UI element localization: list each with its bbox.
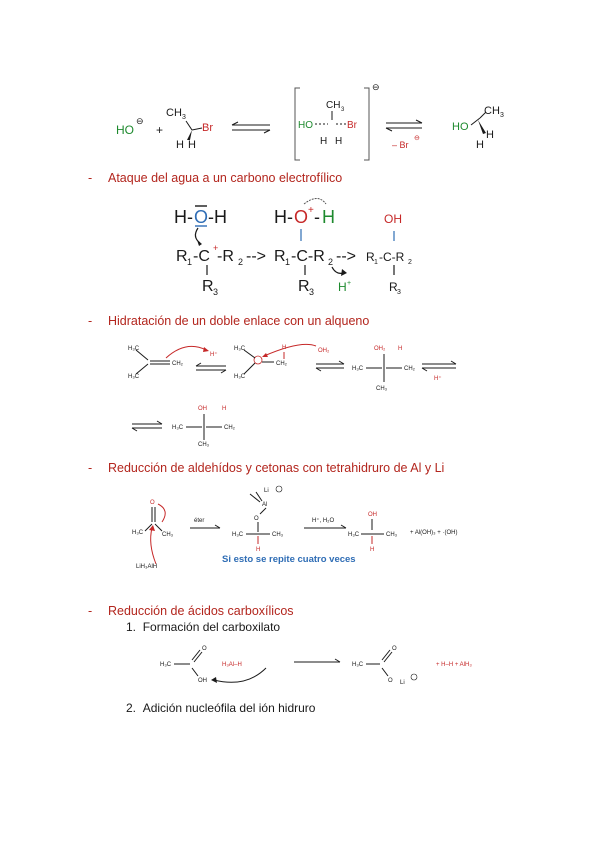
hydroxide-label: HO bbox=[116, 123, 134, 137]
svg-text:H: H bbox=[370, 547, 375, 553]
svg-text:H₃C: H₃C bbox=[234, 346, 246, 352]
svg-text:O: O bbox=[294, 207, 309, 227]
svg-text:CH₂: CH₂ bbox=[224, 425, 235, 431]
svg-text:H₃C: H₃C bbox=[172, 425, 184, 431]
svg-text:LiH₃AlH: LiH₃AlH bbox=[136, 564, 158, 570]
svg-text:O: O bbox=[150, 500, 155, 506]
svg-text:H: H bbox=[320, 136, 328, 147]
svg-text:3: 3 bbox=[309, 287, 315, 297]
svg-text:-H: -H bbox=[208, 207, 227, 227]
svg-text:H₃C: H₃C bbox=[160, 662, 172, 668]
svg-text:CH₂: CH₂ bbox=[172, 361, 183, 367]
step-2: 2. Adición nucleófila del ión hidruro bbox=[126, 701, 316, 715]
hydroxide-charge: ⊖ bbox=[136, 116, 144, 126]
svg-text:+: + bbox=[347, 280, 352, 287]
svg-text:-C-R: -C-R bbox=[379, 250, 405, 264]
water-attack-mechanism bbox=[170, 195, 430, 305]
svg-text:OH: OH bbox=[368, 512, 377, 518]
svg-text:H₃C: H₃C bbox=[128, 374, 140, 380]
svg-text:CH₃: CH₃ bbox=[386, 532, 398, 538]
svg-text:H: H bbox=[282, 345, 287, 351]
svg-text:R: R bbox=[202, 278, 214, 295]
svg-text:R: R bbox=[389, 280, 398, 294]
svg-text:-->: --> bbox=[336, 248, 356, 265]
svg-text:OH: OH bbox=[198, 678, 207, 684]
sn2-reaction-scheme bbox=[110, 78, 530, 164]
section-heading-hydration: - Hidratación de un doble enlace con un alqueno bbox=[88, 314, 370, 328]
svg-text:H₃Al–H: H₃Al–H bbox=[222, 662, 242, 668]
svg-text:R: R bbox=[298, 278, 310, 295]
svg-text:OH₂: OH₂ bbox=[318, 348, 330, 354]
section-heading-water-attack: - Ataque del agua a un carbono electrofílico bbox=[88, 171, 343, 185]
svg-text:H: H bbox=[322, 207, 335, 227]
svg-text:H: H bbox=[188, 139, 196, 151]
svg-text:OH₂: OH₂ bbox=[374, 346, 386, 352]
svg-text:-C-R: -C-R bbox=[291, 248, 325, 265]
svg-text:O: O bbox=[202, 646, 207, 652]
svg-text:⊖: ⊖ bbox=[414, 135, 420, 142]
svg-text:3: 3 bbox=[500, 112, 504, 119]
svg-text:HO: HO bbox=[298, 120, 313, 131]
svg-text:H⁺: H⁺ bbox=[210, 352, 218, 358]
svg-text:CH₃: CH₃ bbox=[376, 386, 388, 392]
step-1: 1. Formación del carboxilato bbox=[126, 620, 281, 634]
svg-text:1: 1 bbox=[285, 257, 291, 267]
svg-text:Li: Li bbox=[264, 488, 269, 494]
svg-text:R: R bbox=[176, 248, 188, 265]
svg-text:2: 2 bbox=[238, 257, 244, 267]
svg-text:H: H bbox=[476, 139, 484, 151]
svg-text:HO: HO bbox=[452, 121, 469, 133]
svg-text:R: R bbox=[274, 248, 286, 265]
svg-text:– Br: – Br bbox=[392, 140, 409, 150]
svg-text:3: 3 bbox=[213, 287, 219, 297]
svg-text:Al: Al bbox=[262, 502, 268, 508]
svg-text:-R: -R bbox=[217, 248, 234, 265]
svg-text:H: H bbox=[398, 346, 403, 352]
plus-sign: + bbox=[156, 123, 164, 137]
svg-text:H⁺, H₂O: H⁺, H₂O bbox=[312, 518, 335, 524]
svg-text:⊖: ⊖ bbox=[372, 82, 380, 92]
svg-text:O: O bbox=[254, 516, 259, 522]
svg-text:Li: Li bbox=[400, 680, 405, 686]
svg-text:-->: --> bbox=[246, 248, 266, 265]
svg-text:+ Al(OH)₃ + ·(OH): + Al(OH)₃ + ·(OH) bbox=[410, 530, 458, 536]
svg-text:H₃C: H₃C bbox=[352, 366, 364, 372]
svg-text:CH₂: CH₂ bbox=[404, 366, 415, 372]
svg-text:H₃C: H₃C bbox=[128, 346, 140, 352]
svg-text:3: 3 bbox=[341, 107, 345, 113]
svg-text:H₃C: H₃C bbox=[352, 662, 364, 668]
svg-text:H-: H- bbox=[274, 207, 293, 227]
svg-text:H: H bbox=[486, 129, 494, 141]
svg-text:Br: Br bbox=[347, 120, 357, 131]
svg-text:OH: OH bbox=[198, 406, 207, 412]
svg-text:1: 1 bbox=[187, 257, 193, 267]
svg-text:1: 1 bbox=[374, 259, 378, 266]
svg-text:H: H bbox=[222, 406, 227, 412]
svg-text:O: O bbox=[392, 646, 397, 652]
svg-text:CH₃: CH₃ bbox=[198, 442, 210, 448]
svg-text:Br: Br bbox=[202, 122, 213, 134]
svg-text:2: 2 bbox=[408, 259, 412, 266]
svg-text:+ H–H + AlH₃: + H–H + AlH₃ bbox=[436, 662, 472, 668]
repeat-note: Si esto se repite cuatro veces bbox=[222, 554, 356, 565]
svg-text:3: 3 bbox=[397, 289, 401, 296]
svg-text:CH: CH bbox=[484, 105, 500, 117]
svg-text:H₃C: H₃C bbox=[132, 530, 144, 536]
svg-text:CH₂: CH₂ bbox=[276, 361, 287, 367]
svg-text:CH: CH bbox=[166, 107, 182, 119]
svg-text:OH: OH bbox=[384, 212, 402, 226]
svg-text:H₃C: H₃C bbox=[348, 532, 360, 538]
svg-text:H⁺: H⁺ bbox=[434, 376, 442, 382]
svg-text:3: 3 bbox=[182, 114, 186, 121]
svg-text:R: R bbox=[366, 250, 375, 264]
svg-text:éter: éter bbox=[194, 518, 205, 524]
svg-text:H₃C: H₃C bbox=[232, 532, 244, 538]
svg-text:+: + bbox=[213, 243, 219, 253]
svg-text:H-: H- bbox=[174, 207, 193, 227]
svg-text:H: H bbox=[338, 280, 347, 294]
svg-text:H: H bbox=[256, 547, 261, 553]
svg-text:H₃C: H₃C bbox=[234, 374, 246, 380]
svg-text:H: H bbox=[335, 136, 343, 147]
carboxylate-formation-scheme bbox=[156, 640, 506, 690]
svg-text:CH: CH bbox=[326, 100, 341, 111]
svg-text:-: - bbox=[314, 207, 320, 227]
svg-text:-C: -C bbox=[193, 248, 210, 265]
svg-text:+: + bbox=[308, 205, 314, 216]
svg-text:H: H bbox=[176, 139, 184, 151]
svg-text:CH₃: CH₃ bbox=[162, 532, 174, 538]
svg-text:2: 2 bbox=[328, 257, 334, 267]
section-heading-reduction-acids: - Reducción de ácidos carboxílicos bbox=[88, 604, 294, 618]
svg-text:O: O bbox=[194, 207, 209, 227]
svg-text:O: O bbox=[388, 678, 393, 684]
hydration-mechanism bbox=[126, 334, 472, 448]
svg-text:CH₃: CH₃ bbox=[272, 532, 284, 538]
section-heading-reduction-aldehydes: - Reducción de aldehídos y cetonas con tetrahidruro de Al y Li bbox=[88, 461, 445, 475]
